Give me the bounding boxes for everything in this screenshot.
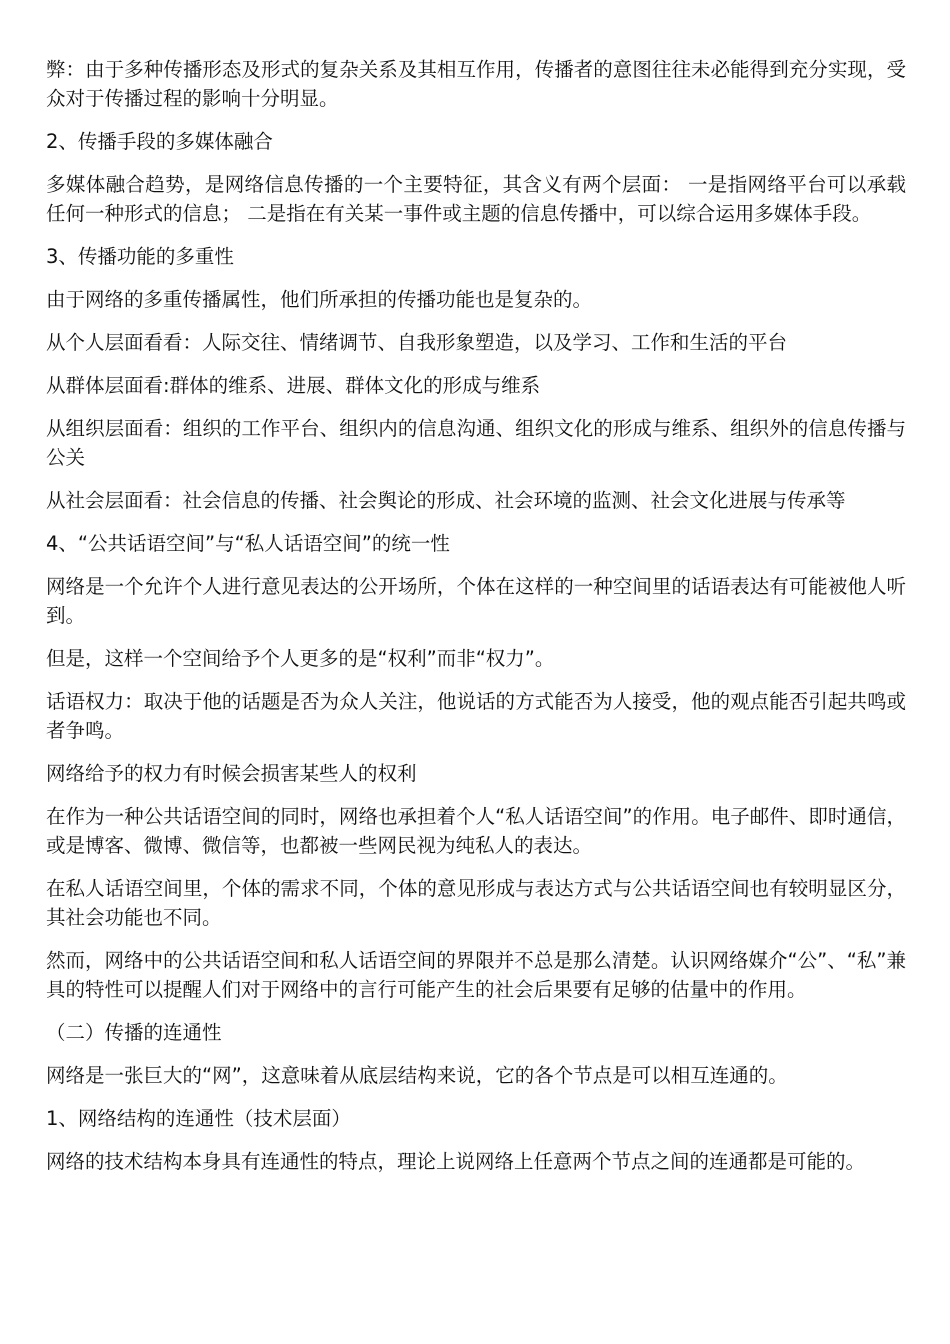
paragraph-p14: 然而，网络中的公共话语空间和私人话语空间的界限并不总是那么清楚。认识网络媒介“公”、“私”兼具的特性可以提醒人们对于网络中的言行可能产生的社会后果要有足够的估量中的作用。 [46, 949, 906, 1001]
paragraph-p12: 在作为一种公共话语空间的同时，网络也承担着个人“私人话语空间”的作用。电子邮件、即时通信，或是博客、微博、微信等，也都被一些网民视为纯私人的表达。 [46, 805, 906, 857]
paragraph-p15: 网络是一张巨大的“网”，这意味着从底层结构来说，它的各个节点是可以相互连通的。 [46, 1064, 788, 1087]
paragraph-p4: 从个人层面看看：人际交往、情绪调节、自我形象塑造，以及学习、工作和生活的平台 [46, 331, 788, 354]
paragraph-p6: 从组织层面看：组织的工作平台、组织内的信息沟通、组织文化的形成与维系、组织外的信息传播与公关 [46, 417, 906, 469]
paragraph-p3: 由于网络的多重传播属性，他们所承担的传播功能也是复杂的。 [46, 288, 593, 311]
paragraph-p11: 网络给予的权力有时候会损害某些人的权利 [46, 762, 417, 785]
section-heading-4: 4、“公共话语空间”与“私人话语空间”的统一性 [46, 532, 450, 555]
section-heading-5: （二）传播的连通性 [46, 1021, 222, 1044]
paragraph-p10: 话语权力：取决于他的话题是否为众人关注，他说话的方式能否为人接受，他的观点能否引起共鸣或者争鸣。 [46, 690, 906, 742]
paragraph-p2: 多媒体融合趋势，是网络信息传播的一个主要特征，其含义有两个层面： 一是指网络平台可以承载任何一种形式的信息； 二是指在有关某一事件或主题的信息传播中，可以综合运用多媒体手段。 [46, 173, 906, 225]
paragraph-p5: 从群体层面看:群体的维系、进展、群体文化的形成与维系 [46, 374, 541, 397]
paragraph-p1: 弊：由于多种传播形态及形式的复杂关系及其相互作用，传播者的意图往往未必能得到充分实现，受众对于传播过程的影响十分明显。 [46, 58, 906, 110]
document-page [46, 0, 906, 1190]
section-heading-3: 3、传播功能的多重性 [46, 245, 234, 268]
paragraph-p8: 网络是一个允许个人进行意见表达的公开场所，个体在这样的一种空间里的话语表达有可能被他人听到。 [46, 575, 906, 627]
section-heading-6: 1、网络结构的连通性（技术层面） [46, 1107, 351, 1130]
paragraph-p7: 从社会层面看：社会信息的传播、社会舆论的形成、社会环境的监测、社会文化进展与传承等 [46, 489, 846, 512]
paragraph-p9: 但是，这样一个空间给予个人更多的是“权利”而非“权力”。 [46, 647, 555, 670]
section-heading-2: 2、传播手段的多媒体融合 [46, 130, 273, 153]
paragraph-p16: 网络的技术结构本身具有连通性的特点，理论上说网络上任意两个节点之间的连通都是可能的。 [46, 1150, 866, 1173]
paragraph-p13: 在私人话语空间里，个体的需求不同，个体的意见形成与表达方式与公共话语空间也有较明显区分，其社会功能也不同。 [46, 877, 906, 929]
